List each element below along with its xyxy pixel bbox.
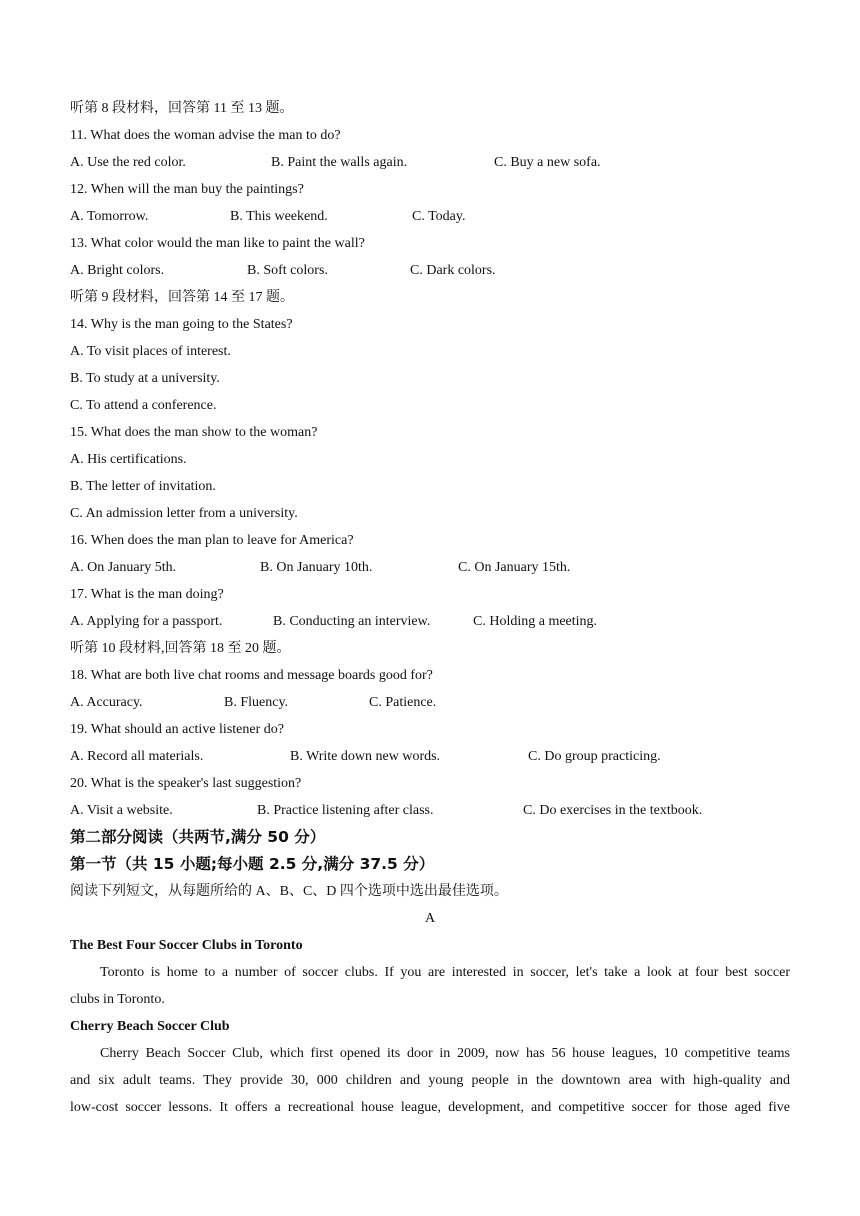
option-c: C. Do exercises in the textbook. xyxy=(523,803,703,818)
option-a: A. Bright colors. xyxy=(70,263,165,278)
options-13 xyxy=(70,257,790,284)
option-c: C. Today. xyxy=(412,209,466,224)
exam-page xyxy=(70,95,790,1121)
option-a: A. Applying for a passport. xyxy=(70,614,223,629)
club-title: Cherry Beach Soccer Club xyxy=(70,1019,230,1034)
option-b: B. Paint the walls again. xyxy=(271,155,408,170)
options-18 xyxy=(70,689,790,716)
question-12: 12. When will the man buy the paintings? xyxy=(70,182,304,197)
option-a: A. Accuracy. xyxy=(70,695,143,710)
question-14: 14. Why is the man going to the States? xyxy=(70,317,293,332)
options-20 xyxy=(70,797,790,824)
option-b: B. This weekend. xyxy=(230,209,328,224)
part2-subheading: 第一节（共 15 小题;每小题 2.5 分,满分 37.5 分） xyxy=(70,855,435,873)
passage-letter: A xyxy=(424,911,436,926)
option-14b: B. To study at a university. xyxy=(70,371,220,386)
options-19 xyxy=(70,743,790,770)
option-b: B. Fluency. xyxy=(224,695,289,710)
option-c: C. Dark colors. xyxy=(410,263,496,278)
intro-line-1: Toronto is home to a number of soccer clubs. If you are interested in soccer, let's take a look at four best soccer xyxy=(100,965,790,980)
option-b: B. Practice listening after class. xyxy=(257,803,434,818)
option-a: A. On January 5th. xyxy=(70,560,177,575)
option-14a: A. To visit places of interest. xyxy=(70,344,231,359)
options-12 xyxy=(70,203,790,230)
option-b: B. On January 10th. xyxy=(260,560,373,575)
reading-instructions: 阅读下列短文，从每题所给的 A、B、C、D 四个选项中选出最佳选项。 xyxy=(70,884,508,899)
question-17: 17. What is the man doing? xyxy=(70,587,224,602)
question-19: 19. What should an active listener do? xyxy=(70,722,284,737)
option-15c: C. An admission letter from a university. xyxy=(70,506,298,521)
option-a: A. Visit a website. xyxy=(70,803,173,818)
option-15a: A. His certifications. xyxy=(70,452,187,467)
option-a: A. Tomorrow. xyxy=(70,209,149,224)
question-13: 13. What color would the man like to paint the wall? xyxy=(70,236,365,251)
option-b: B. Conducting an interview. xyxy=(273,614,431,629)
question-15: 15. What does the man show to the woman? xyxy=(70,425,318,440)
section10-intro: 听第 10 段材料,回答第 18 至 20 题。 xyxy=(70,641,291,656)
passage-title: The Best Four Soccer Clubs in Toronto xyxy=(70,938,303,953)
club-paragraph-line-2: and six adult teams. They provide 30, 000 children and young people in the downtown area with high-quality and xyxy=(70,1073,790,1088)
question-11: 11. What does the woman advise the man to do? xyxy=(70,128,341,143)
option-b: B. Soft colors. xyxy=(247,263,328,278)
option-c: C. Buy a new sofa. xyxy=(494,155,601,170)
section9-intro: 听第 9 段材料，回答第 14 至 17 题。 xyxy=(70,290,294,305)
options-16 xyxy=(70,554,790,581)
section8-intro: 听第 8 段材料，回答第 11 至 13 题。 xyxy=(70,101,294,116)
options-11 xyxy=(70,149,790,176)
option-a: A. Record all materials. xyxy=(70,749,204,764)
options-17 xyxy=(70,608,790,635)
club-paragraph-line-1: Cherry Beach Soccer Club, which first opened its door in 2009, now has 56 house leagues, 10 competitive teams xyxy=(100,1046,790,1061)
part2-heading: 第二部分阅读（共两节,满分 50 分） xyxy=(70,828,326,846)
club-paragraph-line-3: low-cost soccer lessons. It offers a recreational house league, development, and competitive soccer for those aged five xyxy=(70,1100,790,1115)
intro-line-2: clubs in Toronto. xyxy=(70,992,165,1007)
question-16: 16. When does the man plan to leave for America? xyxy=(70,533,354,548)
option-b: B. Write down new words. xyxy=(290,749,441,764)
option-c: C. Do group practicing. xyxy=(528,749,661,764)
question-20: 20. What is the speaker's last suggestion? xyxy=(70,776,302,791)
question-18: 18. What are both live chat rooms and message boards good for? xyxy=(70,668,433,683)
option-14c: C. To attend a conference. xyxy=(70,398,217,413)
option-c: C. Patience. xyxy=(369,695,437,710)
option-a: A. Use the red color. xyxy=(70,155,186,170)
option-15b: B. The letter of invitation. xyxy=(70,479,216,494)
option-c: C. Holding a meeting. xyxy=(473,614,598,629)
option-c: C. On January 15th. xyxy=(458,560,571,575)
